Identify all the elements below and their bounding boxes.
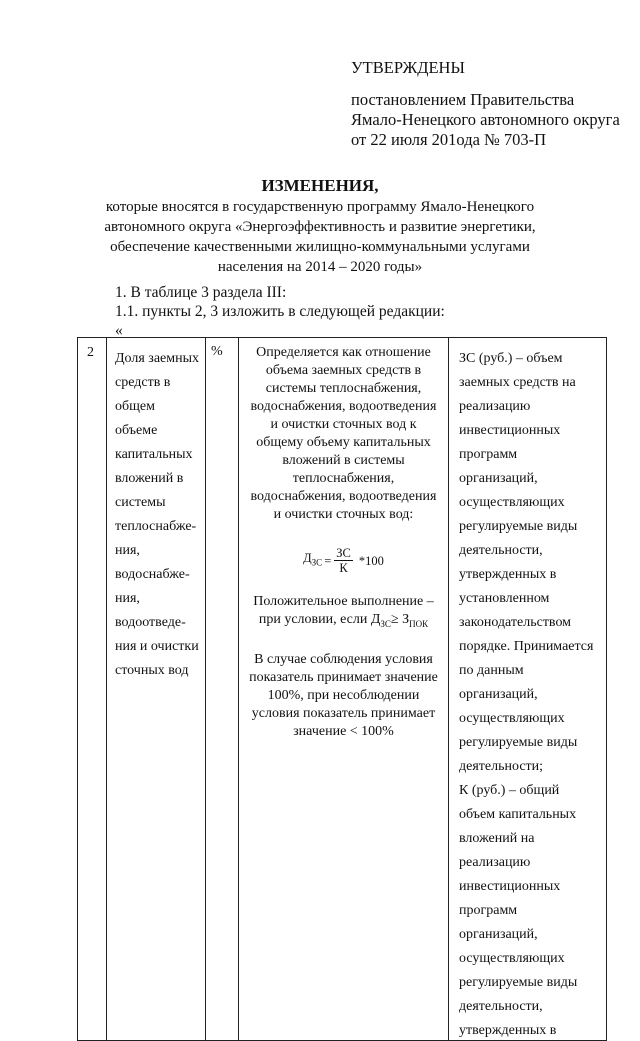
indicator-line: ния, bbox=[115, 591, 140, 606]
compliance-line: условия показатель принимает bbox=[251, 705, 436, 721]
definition-line: реализацию bbox=[459, 399, 531, 414]
heading-line: автономного округа «Энергоэффективность и развитие энергетики, bbox=[104, 219, 536, 235]
indicator-line: капитальных bbox=[115, 447, 193, 462]
formula-fraction bbox=[334, 546, 353, 575]
unit: % bbox=[211, 344, 223, 359]
definition-line: программ bbox=[459, 447, 518, 462]
approval-line: постановлением Правительства bbox=[351, 90, 575, 109]
heading-title: ИЗМЕНЕНИЯ, bbox=[261, 176, 379, 195]
compliance-line: значение < 100% bbox=[293, 723, 394, 739]
definition-line: программ bbox=[459, 903, 518, 918]
definition-line: по данным bbox=[459, 663, 524, 678]
definition-line: инвестиционных bbox=[459, 423, 561, 438]
definition-line: утвержденных в bbox=[459, 567, 557, 582]
indicator-line: ния, bbox=[115, 543, 140, 558]
row-number-cell bbox=[78, 338, 107, 1041]
indicator-line: средств в bbox=[115, 375, 171, 390]
method-line: системы теплоснабжения, bbox=[265, 381, 422, 396]
formula-numerator: ЗС bbox=[336, 546, 351, 560]
indicator-line: объеме bbox=[115, 423, 158, 438]
definition-line: регулируемые виды bbox=[459, 975, 578, 990]
row-number: 2 bbox=[87, 345, 94, 360]
unit-cell bbox=[206, 338, 239, 1041]
method-description bbox=[239, 338, 448, 524]
indicator-line: сточных вод bbox=[115, 663, 189, 678]
indicator-line: вложений в bbox=[115, 471, 184, 486]
condition-text: Положительное выполнение – при условии, если $Д_{ЗС}\ge З_{ПОК}$ bbox=[253, 594, 434, 629]
method-line: объема заемных средств в bbox=[265, 363, 422, 378]
definition-line: осуществляющих bbox=[459, 951, 565, 966]
heading-line: населения на 2014 – 2020 годы» bbox=[217, 259, 423, 275]
method-line: теплоснабжения, bbox=[292, 471, 395, 486]
indicator-line: Доля заемных bbox=[115, 351, 200, 366]
indicator-line: системы bbox=[115, 495, 166, 510]
document-heading bbox=[60, 175, 580, 277]
opening-quote: « bbox=[115, 322, 123, 339]
compliance-line: 100%, при несоблюдении bbox=[267, 687, 420, 703]
approval-block bbox=[351, 58, 620, 150]
method-line: водоснабжения, водоотведения bbox=[250, 489, 437, 504]
compliance-line: показатель принимает значение bbox=[249, 669, 438, 685]
formula-multiplier: *100 bbox=[358, 553, 384, 568]
definition-line: реализацию bbox=[459, 855, 531, 870]
formula-eq: = bbox=[324, 553, 332, 568]
indicator-table bbox=[77, 337, 607, 1041]
indicator-line: ния и очистки bbox=[115, 639, 199, 654]
definition-line: осуществляющих bbox=[459, 711, 565, 726]
compliance-text bbox=[239, 651, 448, 741]
point-1-1: 1.1. пункты 2, 3 изложить в следующей редакции: bbox=[115, 303, 445, 320]
heading-line: обеспечение качественными жилищно-коммунальными услугами bbox=[110, 239, 530, 255]
method-line: и очистки сточных вод: bbox=[273, 507, 414, 522]
definition-line: законодательством bbox=[459, 615, 572, 630]
points-block bbox=[115, 283, 445, 340]
definition-line: регулируемые виды bbox=[459, 735, 578, 750]
definition-line: организаций, bbox=[459, 471, 538, 486]
definition-line: К (руб.) – общий bbox=[459, 783, 560, 798]
definition-line: осуществляющих bbox=[459, 495, 565, 510]
formula-lhs: $Д_{ЗС}$ bbox=[303, 551, 323, 568]
indicator-line: общем bbox=[115, 399, 155, 414]
approval-line: от 22 июля 201ода № 703-П bbox=[351, 130, 547, 149]
definition-line: вложений на bbox=[459, 831, 535, 846]
formula bbox=[239, 546, 448, 575]
formula-denominator: К bbox=[339, 561, 348, 575]
indicator-name bbox=[107, 338, 205, 680]
definition-line: порядке. Принимается bbox=[459, 639, 594, 654]
method-line: и очистки сточных вод к bbox=[270, 417, 417, 432]
definition-line: регулируемые виды bbox=[459, 519, 578, 534]
indicator-line: водоотведе- bbox=[115, 615, 186, 630]
method-line: водоснабжения, водоотведения bbox=[250, 399, 437, 414]
definition-line: организаций, bbox=[459, 927, 538, 942]
definition-line: заемных средств на bbox=[459, 375, 576, 390]
method-line: вложений в системы bbox=[282, 453, 405, 468]
approval-line: Ямало-Ненецкого автономного округа bbox=[351, 110, 620, 129]
definitions-cell bbox=[449, 338, 607, 1041]
indicator-line: водоснабже- bbox=[115, 567, 190, 582]
definitions-text bbox=[449, 338, 606, 1040]
compliance-line: В случае соблюдения условия bbox=[254, 651, 433, 667]
method-line: общему объему капитальных bbox=[256, 435, 431, 450]
definition-line: инвестиционных bbox=[459, 879, 561, 894]
indicator-cell bbox=[107, 338, 206, 1041]
definition-line: деятельности, bbox=[459, 543, 543, 558]
definition-line: утвержденных в bbox=[459, 1023, 557, 1038]
point-1: 1. В таблице 3 раздела III: bbox=[115, 284, 287, 301]
definition-line: деятельности; bbox=[459, 759, 544, 774]
indicator-line: теплоснабже- bbox=[115, 519, 197, 534]
heading-line: которые вносятся в государственную программу Ямало-Ненецкого bbox=[105, 199, 535, 215]
definition-line: организаций, bbox=[459, 687, 538, 702]
definition-line: установленном bbox=[459, 591, 550, 606]
definition-line: ЗС (руб.) – объем bbox=[459, 351, 563, 366]
definition-line: деятельности, bbox=[459, 999, 543, 1014]
method-line: Определяется как отношение bbox=[256, 345, 431, 360]
approval-title: УТВЕРЖДЕНЫ bbox=[351, 58, 465, 77]
definition-line: объем капитальных bbox=[459, 807, 577, 822]
table-row bbox=[78, 338, 607, 1041]
method-cell bbox=[239, 338, 449, 1041]
